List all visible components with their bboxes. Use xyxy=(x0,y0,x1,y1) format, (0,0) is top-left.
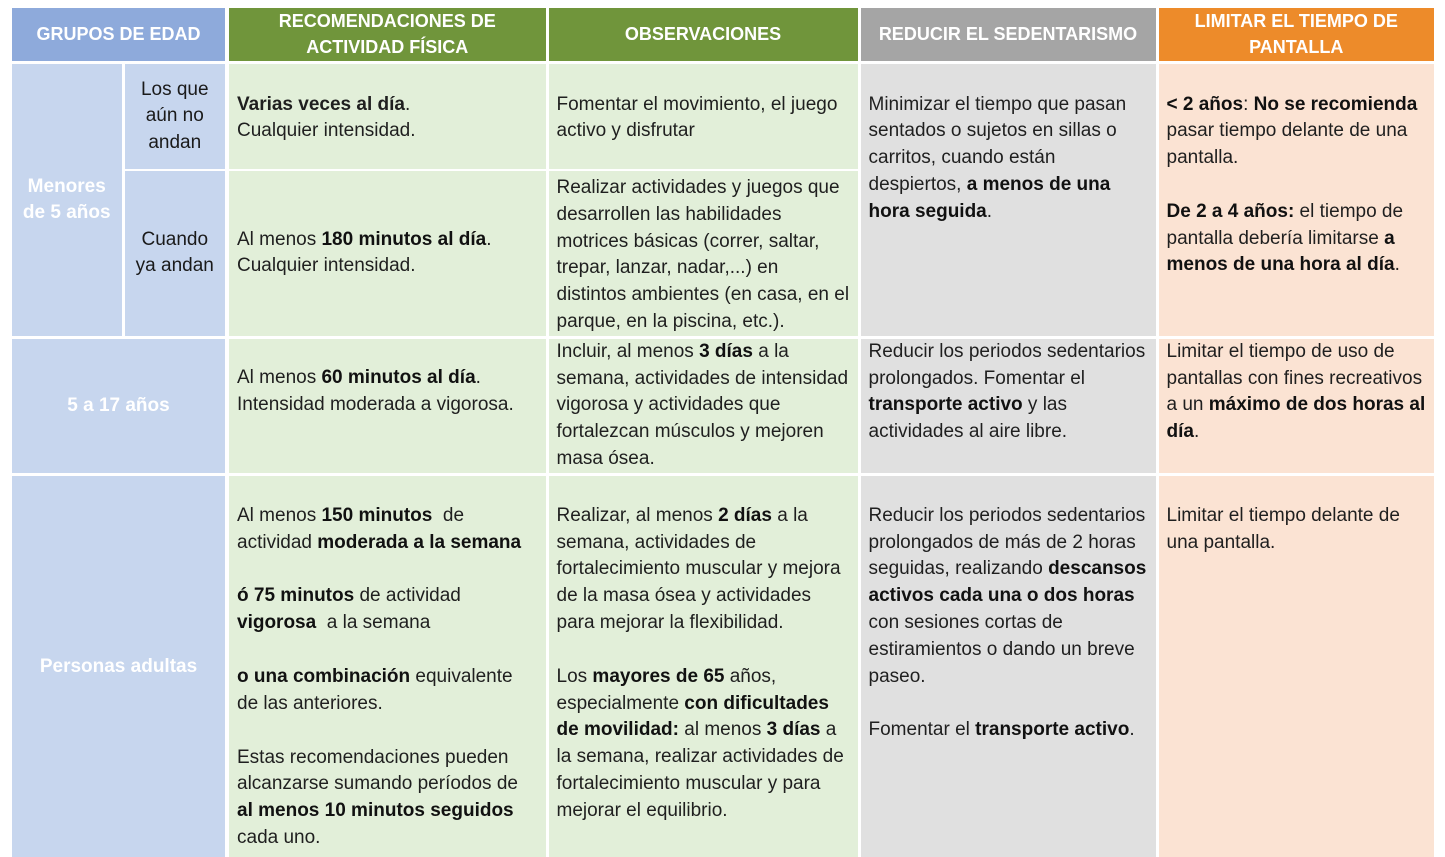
age-group-adultos: Personas adultas xyxy=(12,474,227,857)
pan-adultos: Limitar el tiempo delante de una pantalla. xyxy=(1157,474,1434,857)
activity-recommendations-table xyxy=(12,8,1434,857)
row-adultos xyxy=(12,474,1434,857)
obs-ya-andan: Realizar actividades y juegos que desarrollen las habilidades motrices básicas (correr, saltar, trepar, lanzar, nadar,...) en distintos ambientes (en casa, en el parque, en la piscina, etc.). xyxy=(547,170,859,337)
rec-adultos: Al menos 150 minutos de actividad moderada a la semana ó 75 minutos de actividad vigorosa a la semana o una combinación equivalente de las anteriores. Estas recomendaciones pueden alcanzarse sumando períodos de al menos 10 minutos seguidos cada uno. xyxy=(227,474,547,857)
obs-adultos: Realizar, al menos 2 días a la semana, actividades de fortalecimiento muscular y mejora de la masa ósea y actividades para mejorar la flexibilidad. Los mayores de 65 años, especialmente con dificultades de movilidad: al menos 3 días a la semana, realizar actividades de fortalecimiento muscular y para mejorar el equilibrio. xyxy=(547,474,859,857)
subgroup-no-andan: Los que aún no andan xyxy=(123,62,227,170)
header-recomendaciones: RECOMENDACIONES DE ACTIVIDAD FÍSICA xyxy=(227,8,547,62)
activity-recommendations-table-container xyxy=(12,8,1434,857)
obs-no-andan: Fomentar el movimiento, el juego activo y disfrutar xyxy=(547,62,859,170)
header-row xyxy=(12,8,1434,62)
subgroup-ya-andan: Cuando ya andan xyxy=(123,170,227,337)
header-reducir-sedentarismo: REDUCIR EL SEDENTARISMO xyxy=(859,8,1157,62)
sed-5-a-17: Reducir los periodos sedentarios prolongados. Fomentar el transporte activo y las actividades al aire libre. xyxy=(859,337,1157,474)
sed-adultos: Reducir los periodos sedentarios prolongados de más de 2 horas seguidas, realizando descansos activos cada una o dos horas con sesiones cortas de estiramientos o dando un breve paseo. Fomentar el transporte activo. xyxy=(859,474,1157,857)
age-group-menores-5: Menores de 5 años xyxy=(12,62,123,337)
rec-ya-andan: Al menos 180 minutos al día. Cualquier intensidad. xyxy=(227,170,547,337)
row-menores-no-andan xyxy=(12,62,1434,170)
obs-5-a-17: Incluir, al menos 3 días a la semana, actividades de intensidad vigorosa y actividades que fortalezcan músculos y mejoren masa ósea. xyxy=(547,337,859,474)
pan-5-a-17: Limitar el tiempo de uso de pantallas con fines recreativos a un máximo de dos horas al día. xyxy=(1157,337,1434,474)
header-limitar-pantalla: LIMITAR EL TIEMPO DE PANTALLA xyxy=(1157,8,1434,62)
age-group-5-a-17: 5 a 17 años xyxy=(12,337,227,474)
header-observaciones: OBSERVACIONES xyxy=(547,8,859,62)
row-5-a-17 xyxy=(12,337,1434,474)
sed-menores: Minimizar el tiempo que pasan sentados o sujetos en sillas o carritos, cuando están despiertos, a menos de una hora seguida. xyxy=(859,62,1157,337)
header-grupos-de-edad: GRUPOS DE EDAD xyxy=(12,8,227,62)
pan-menores: < 2 años: No se recomienda pasar tiempo delante de una pantalla. De 2 a 4 años: el tiempo de pantalla debería limitarse a menos de una hora al día. xyxy=(1157,62,1434,337)
rec-no-andan: Varias veces al día. Cualquier intensidad. xyxy=(227,62,547,170)
rec-5-a-17: Al menos 60 minutos al día. Intensidad moderada a vigorosa. xyxy=(227,337,547,474)
